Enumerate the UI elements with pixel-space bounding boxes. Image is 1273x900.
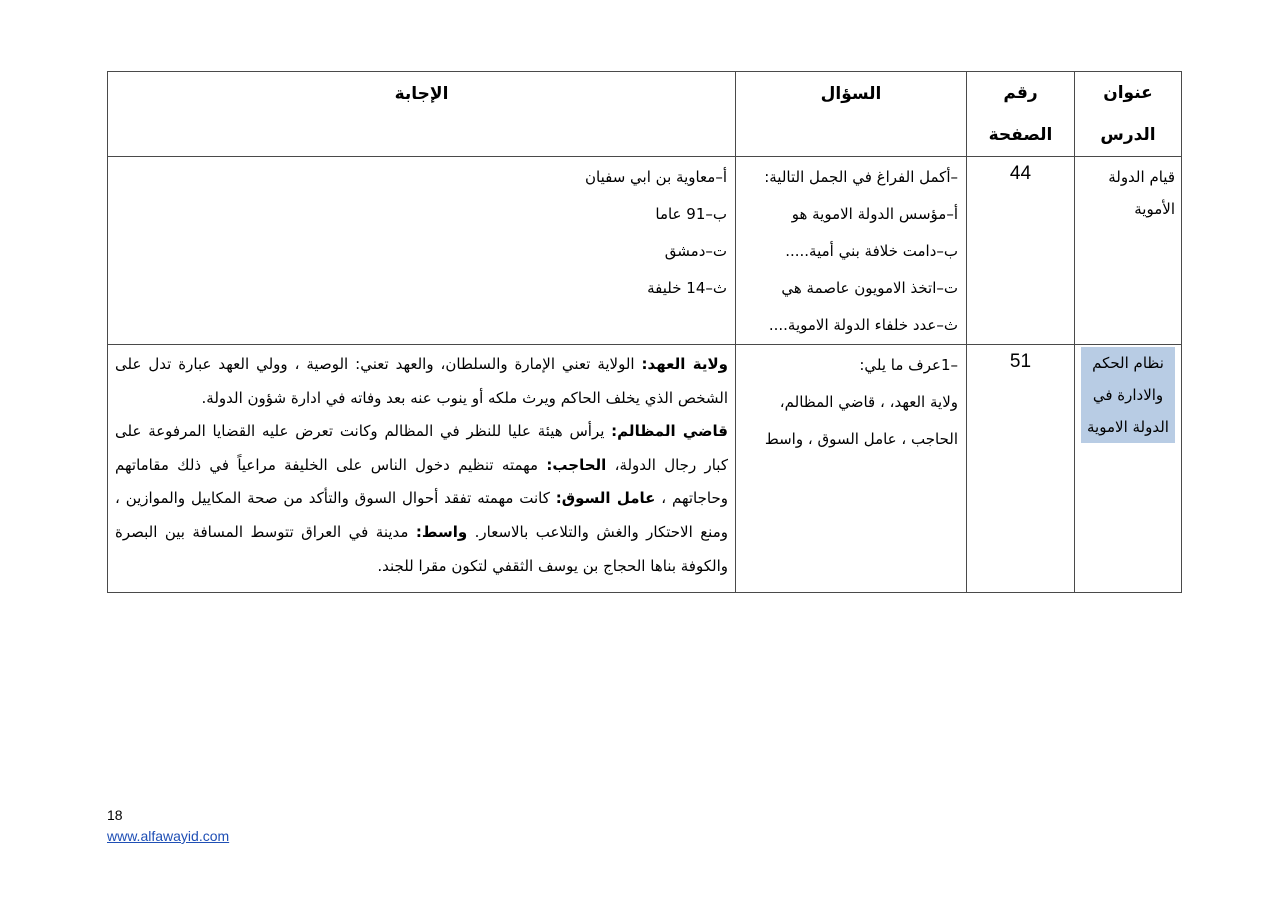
term-al-hajib: الحاجب: <box>546 455 607 474</box>
row2-lesson-title-line3: الدولة الاموية <box>1087 418 1169 436</box>
table-row <box>108 157 1182 345</box>
header-lesson-title-line2: الدرس <box>1100 125 1156 145</box>
row2-lesson-title-line1: نظام الحكم <box>1092 354 1164 372</box>
row2-question-line: ولاية العهد، ، قاضي المظالم، <box>779 393 958 411</box>
header-answer-label: الإجابة <box>394 84 449 104</box>
row1-answer-line: ب–91 عاما <box>655 205 727 223</box>
row1-answer-line: أ–معاوية بن ابي سفيان <box>585 168 727 186</box>
lesson-table <box>107 71 1182 593</box>
header-page-number <box>967 72 1075 157</box>
row2-lesson-title-highlight <box>1081 347 1175 443</box>
row2-lesson-title-line2: والادارة في <box>1092 386 1164 404</box>
row2-question-line: الحاجب ، عامل السوق ، واسط <box>764 430 958 448</box>
row1-question-line: ب–دامت خلافة بني أمية..... <box>785 242 958 260</box>
term-qadi-al-mazalim: قاضي المظالم: <box>611 422 728 441</box>
row1-answer <box>108 157 736 345</box>
footer-website-link[interactable]: www.alfawayid.com <box>107 828 230 844</box>
row2-question <box>736 345 967 593</box>
header-answer <box>108 72 736 157</box>
row1-page-number-value: 44 <box>1009 163 1032 184</box>
row1-lesson-title-line1: قيام الدولة <box>1108 168 1175 186</box>
footer-page-number: 18 <box>107 807 123 823</box>
definition-wilayat-al-ahd: الولاية تعني الإمارة والسلطان، والعهد تعني: الوصية ، وولي العهد عبارة تدل على الشخص الذي يخلف الحاكم ويرث ملكه أو ينوب عنه بعد وفاته في ادارة شؤون الدولة. <box>115 355 728 407</box>
row2-page-number-value: 51 <box>1009 351 1032 372</box>
row2-question-line: –1عرف ما يلي: <box>859 356 958 374</box>
table-row <box>108 345 1182 593</box>
row1-question-line: ت–اتخذ الامويون عاصمة هي <box>781 279 958 297</box>
row2-answer-paragraph <box>108 345 735 583</box>
row1-lesson-title <box>1075 157 1182 345</box>
row1-question <box>736 157 967 345</box>
header-lesson-title <box>1075 72 1182 157</box>
definition-amil-al-souq: كانت مهمته تفقد أحوال السوق والتأكد من صحة المكاييل والموازين ، ومنع الاحتكار والغش والتلاعب بالاسعار. <box>115 489 728 541</box>
definition-al-hajib: مهمته تنظيم دخول الناس على الخليفة مراعياً في ذلك مقاماتهم وحاجاتهم ، <box>115 455 728 508</box>
header-page-number-line1: رقم <box>1003 83 1038 103</box>
header-question-label: السؤال <box>820 84 882 104</box>
row2-page-number <box>967 345 1075 593</box>
row2-answer <box>108 345 736 593</box>
table-header-row <box>108 72 1182 157</box>
header-lesson-title-line1: عنوان <box>1103 83 1153 103</box>
header-question <box>736 72 967 157</box>
row2-lesson-title <box>1075 345 1182 593</box>
row1-question-line: أ–مؤسس الدولة الاموية هو <box>791 205 958 223</box>
term-amil-al-souq: عامل السوق: <box>555 489 656 508</box>
row1-answer-line: ت–دمشق <box>664 242 727 260</box>
row1-answer-line: ث–14 خليفة <box>647 279 727 297</box>
row1-question-line: –أكمل الفراغ في الجمل التالية: <box>764 168 958 186</box>
row1-question-line: ث–عدد خلفاء الدولة الاموية.... <box>768 316 958 334</box>
definition-wasit: مدينة في العراق تتوسط المسافة بين البصرة والكوفة بناها الحجاج بن يوسف الثقفي لتكون مقرا للجند. <box>115 522 728 575</box>
definition-qadi-al-mazalim: يرأس هيئة عليا للنظر في المظالم وكانت تعرض عليه القضايا المرفوعة على كبار رجال الدولة، <box>115 422 728 474</box>
term-wilayat-al-ahd: ولاية العهد: <box>641 355 728 373</box>
term-wasit: واسط: <box>415 522 468 541</box>
row1-lesson-title-line2: الأموية <box>1134 200 1175 218</box>
header-page-number-line2: الصفحة <box>988 125 1053 145</box>
row1-page-number <box>967 157 1075 345</box>
